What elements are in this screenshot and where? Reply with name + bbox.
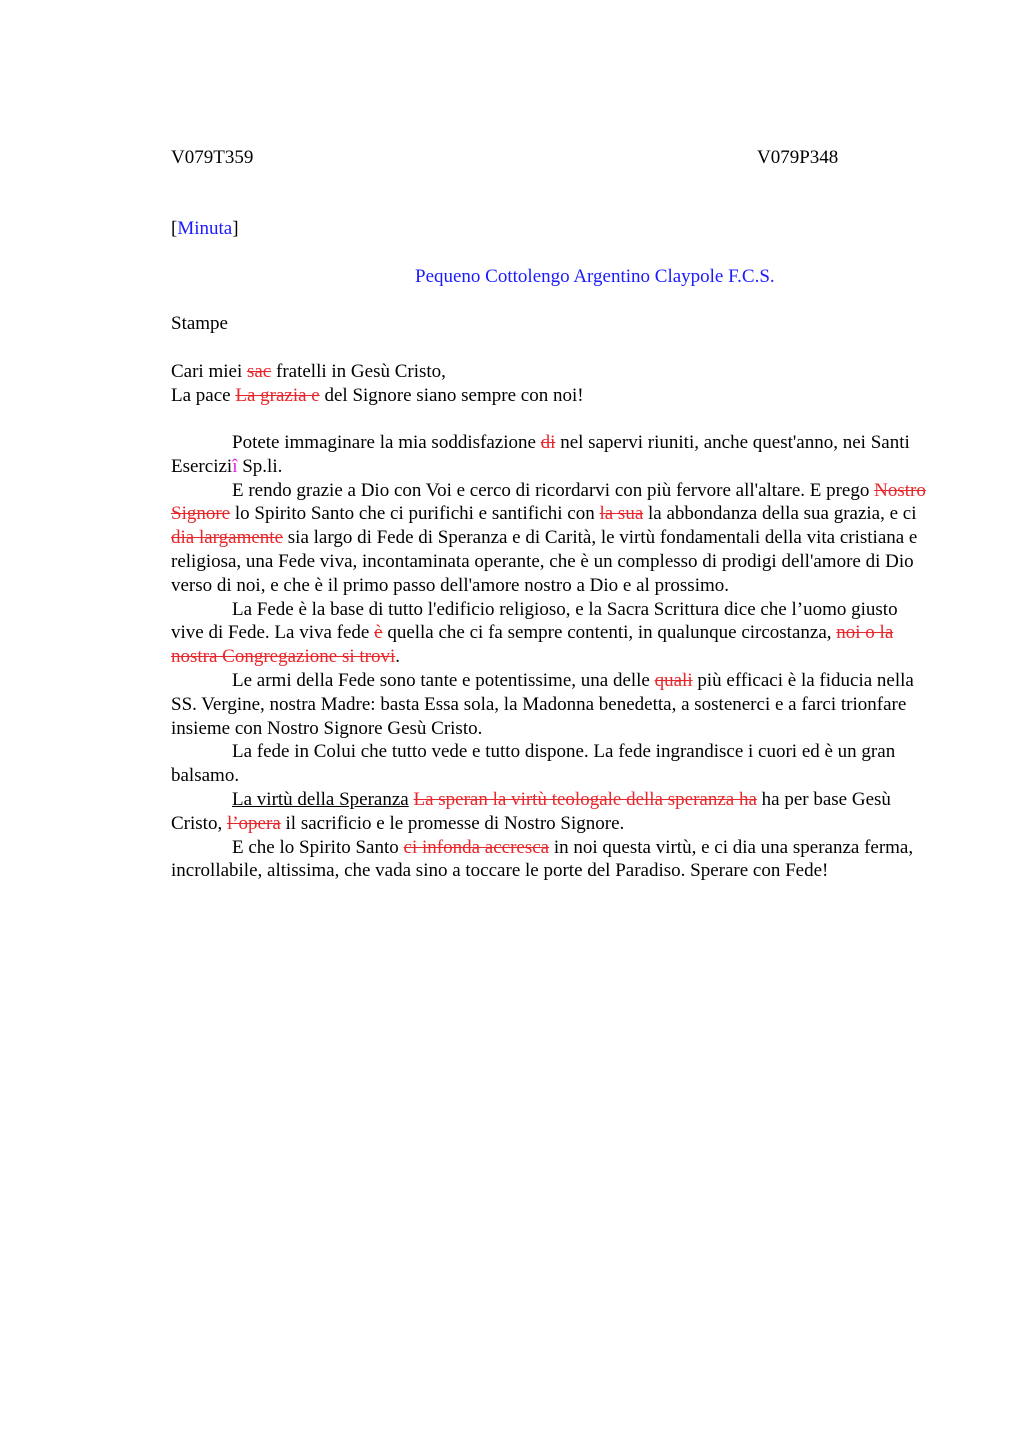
text-segment: più efficaci è la fiducia nella SS. Vergine, nostra Madre: basta Essa sola, la Madonna benedetta, a sostenerci e a farci trionfare insieme con Nostro Signore Gesù Cristo. [171,669,914,739]
deleted-text: di [540,432,556,453]
text-segment: La pace [171,385,236,406]
stampe-label: Stampe [171,313,228,334]
paragraph-7 [171,836,931,884]
deleted-text: noi o la nostra Congregazione si trovi [171,622,894,668]
minuta-label [171,218,239,240]
text-segment: La fede in Colui che tutto vede e tutto dispone. La fede ingrandisce i cuori ed è un gran balsamo. [171,741,896,787]
text-segment: lo Spirito Santo che ci purifichi e santifichi con [230,503,600,525]
paragraph-3 [171,598,931,669]
text-segment: nel sapervi riuniti, anche quest'anno, nei Santi Esercizi [171,432,910,477]
text-segment: Sp.li. [237,455,283,477]
letter-body [171,431,931,883]
minuta-open-bracket: [ [171,218,178,239]
paragraph-5 [171,740,931,788]
inserted-text: î [232,455,238,477]
text-segment: sia largo di Fede di Speranza e di Carità, le virtù fondamentali della vita cristiana e religiosa, una Fede viva, incontaminata operante, che è un complesso di prodigi dell'amore di Dio verso di noi, e che è il primo passo dell'amore nostro a Dio e al prossimo. [171,527,918,596]
deleted-text: dia largamente [171,527,284,549]
text-segment: E rendo grazie a Dio con Voi e cerco di ricordarvi con più fervore all'altare. E prego [232,479,875,501]
paragraph-6 [171,788,931,836]
deleted-text: la sua [599,503,644,525]
text-segment: il sacrificio e le promesse di Nostro Signore. [280,812,625,834]
paragraph-4 [171,669,931,740]
salutation-line-1 [171,360,931,384]
deleted-text: è [374,622,383,644]
document-id-right: V079P348 [757,147,839,168]
deleted-text: La speran la virtù teologale della speranza ha [413,788,757,810]
deleted-text: sac [246,361,272,382]
salutation-line-2 [171,384,931,408]
text-segment: E che lo Spirito Santo [232,836,404,858]
deleted-text: La grazia e [235,385,320,406]
deleted-text: ci infonda accresca [403,836,550,858]
minuta-close-bracket: ] [232,218,239,239]
text-segment: Potete immaginare la mia soddisfazione [232,432,541,453]
salutation [171,360,931,408]
underlined-heading: La virtù della Speranza [232,788,409,810]
text-segment: del Signore siano sempre con noi! [319,385,584,406]
deleted-text: quali [654,669,693,691]
deleted-text: l’opera [226,812,281,834]
text-segment: la abbondanza della sua grazia, e ci [643,503,917,525]
text-segment: ha per base Gesù Cristo, [171,788,891,834]
deleted-text: Nostro Signore [171,479,926,525]
text-segment: fratelli in Gesù Cristo, [271,361,446,382]
text-segment: . [395,646,401,668]
text-segment: La Fede è la base di tutto l'edificio religioso, e la Sacra Scrittura dice che l’uomo giusto vive di Fede. La viva fede [171,598,898,644]
paragraph-1 [171,431,931,479]
minuta-text: Minuta [177,218,233,239]
text-segment: in noi questa virtù, e ci dia una speranza ferma, incrollabile, altissima, che vada sino a toccare le porte del Paradiso. Sperare con Fede! [171,836,914,882]
text-segment: Cari miei [171,361,247,382]
text-segment: quella che ci fa sempre contenti, in qualunque circostanza, [382,622,837,644]
letterhead: Pequeno Cottolengo Argentino Claypole F.C.S. [415,266,775,287]
text-segment: Le armi della Fede sono tante e potentissime, una delle [232,669,655,691]
document-id-left: V079T359 [171,147,254,168]
paragraph-2 [171,479,931,598]
